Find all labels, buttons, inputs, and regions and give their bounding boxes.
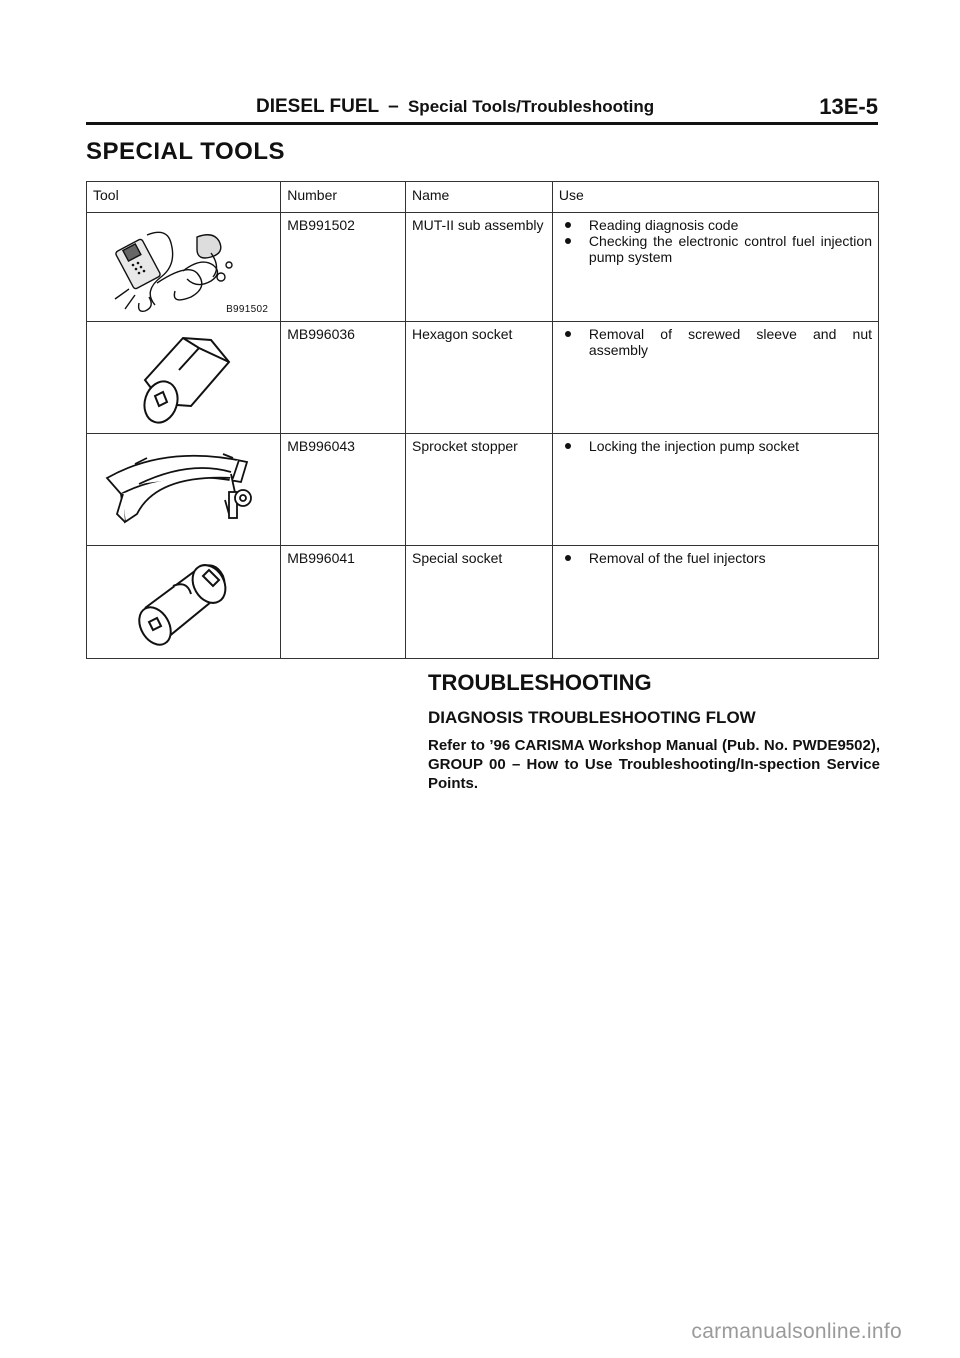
header-title: DIESEL FUEL: [256, 96, 379, 117]
tool-use-cell: [552, 213, 878, 322]
special-tools-heading: SPECIAL TOOLS: [86, 138, 285, 165]
column-header-name: Name: [406, 182, 553, 213]
troubleshooting-heading: TROUBLESHOOTING: [428, 670, 652, 695]
tool-use-list: [559, 438, 872, 454]
page-number: 13E-5: [819, 94, 878, 119]
table-row: [87, 546, 879, 659]
tool-use-cell: [552, 546, 878, 659]
table-row: [87, 322, 879, 434]
table-header-row: [87, 182, 879, 213]
column-header-tool: Tool: [87, 182, 281, 213]
tool-figure-code: B991502: [226, 304, 269, 315]
tool-number: MB996043: [281, 434, 406, 546]
tool-use-cell: [552, 322, 878, 434]
tool-use-cell: [552, 434, 878, 546]
tool-image-cell: [87, 322, 281, 434]
column-header-number: Number: [281, 182, 406, 213]
column-header-use: Use: [552, 182, 878, 213]
tool-image-cell: [87, 213, 281, 322]
header-subtitle: Special Tools/Troubleshooting: [407, 97, 655, 116]
tool-name: Sprocket stopper: [406, 434, 553, 546]
tool-name: MUT-II sub assembly: [406, 213, 553, 322]
hexagon-socket-icon: [87, 322, 267, 434]
header-separator: –: [388, 96, 399, 117]
diagnosis-flow-subheading: DIAGNOSIS TROUBLESHOOTING FLOW: [428, 708, 756, 727]
tool-number: MB991502: [281, 213, 406, 322]
tool-use-item: Checking the electronic control fuel injection pump system: [559, 233, 872, 265]
tool-use-list: [559, 326, 872, 358]
tool-use-list: [559, 550, 872, 566]
tool-use-item: Removal of screwed sleeve and nut assembly: [559, 326, 872, 358]
tool-number: MB996041: [281, 546, 406, 659]
tool-name: Special socket: [406, 546, 553, 659]
troubleshooting-reference-text: Refer to ’96 CARISMA Workshop Manual (Pub. No. PWDE9502), GROUP 00 – How to Use Troubleshooting/In-spection Service Points.: [428, 737, 880, 792]
tool-name: Hexagon socket: [406, 322, 553, 434]
special-tools-table: [86, 181, 879, 659]
table-row: [87, 434, 879, 546]
table-row: [87, 213, 879, 322]
watermark: carmanualsonline.info: [691, 1320, 902, 1343]
tool-use-item: Locking the injection pump socket: [559, 438, 872, 454]
special-socket-icon: [87, 546, 267, 658]
tool-use-item: Removal of the fuel injectors: [559, 550, 872, 566]
page-header: [86, 96, 878, 125]
tool-number: MB996036: [281, 322, 406, 434]
tool-image-cell: [87, 434, 281, 546]
troubleshooting-section: [428, 670, 880, 793]
tool-use-list: [559, 217, 872, 265]
tool-use-item: Reading diagnosis code: [559, 217, 872, 233]
header-title-line: [256, 96, 654, 118]
sprocket-stopper-icon: [87, 434, 267, 546]
tool-image-cell: [87, 546, 281, 659]
